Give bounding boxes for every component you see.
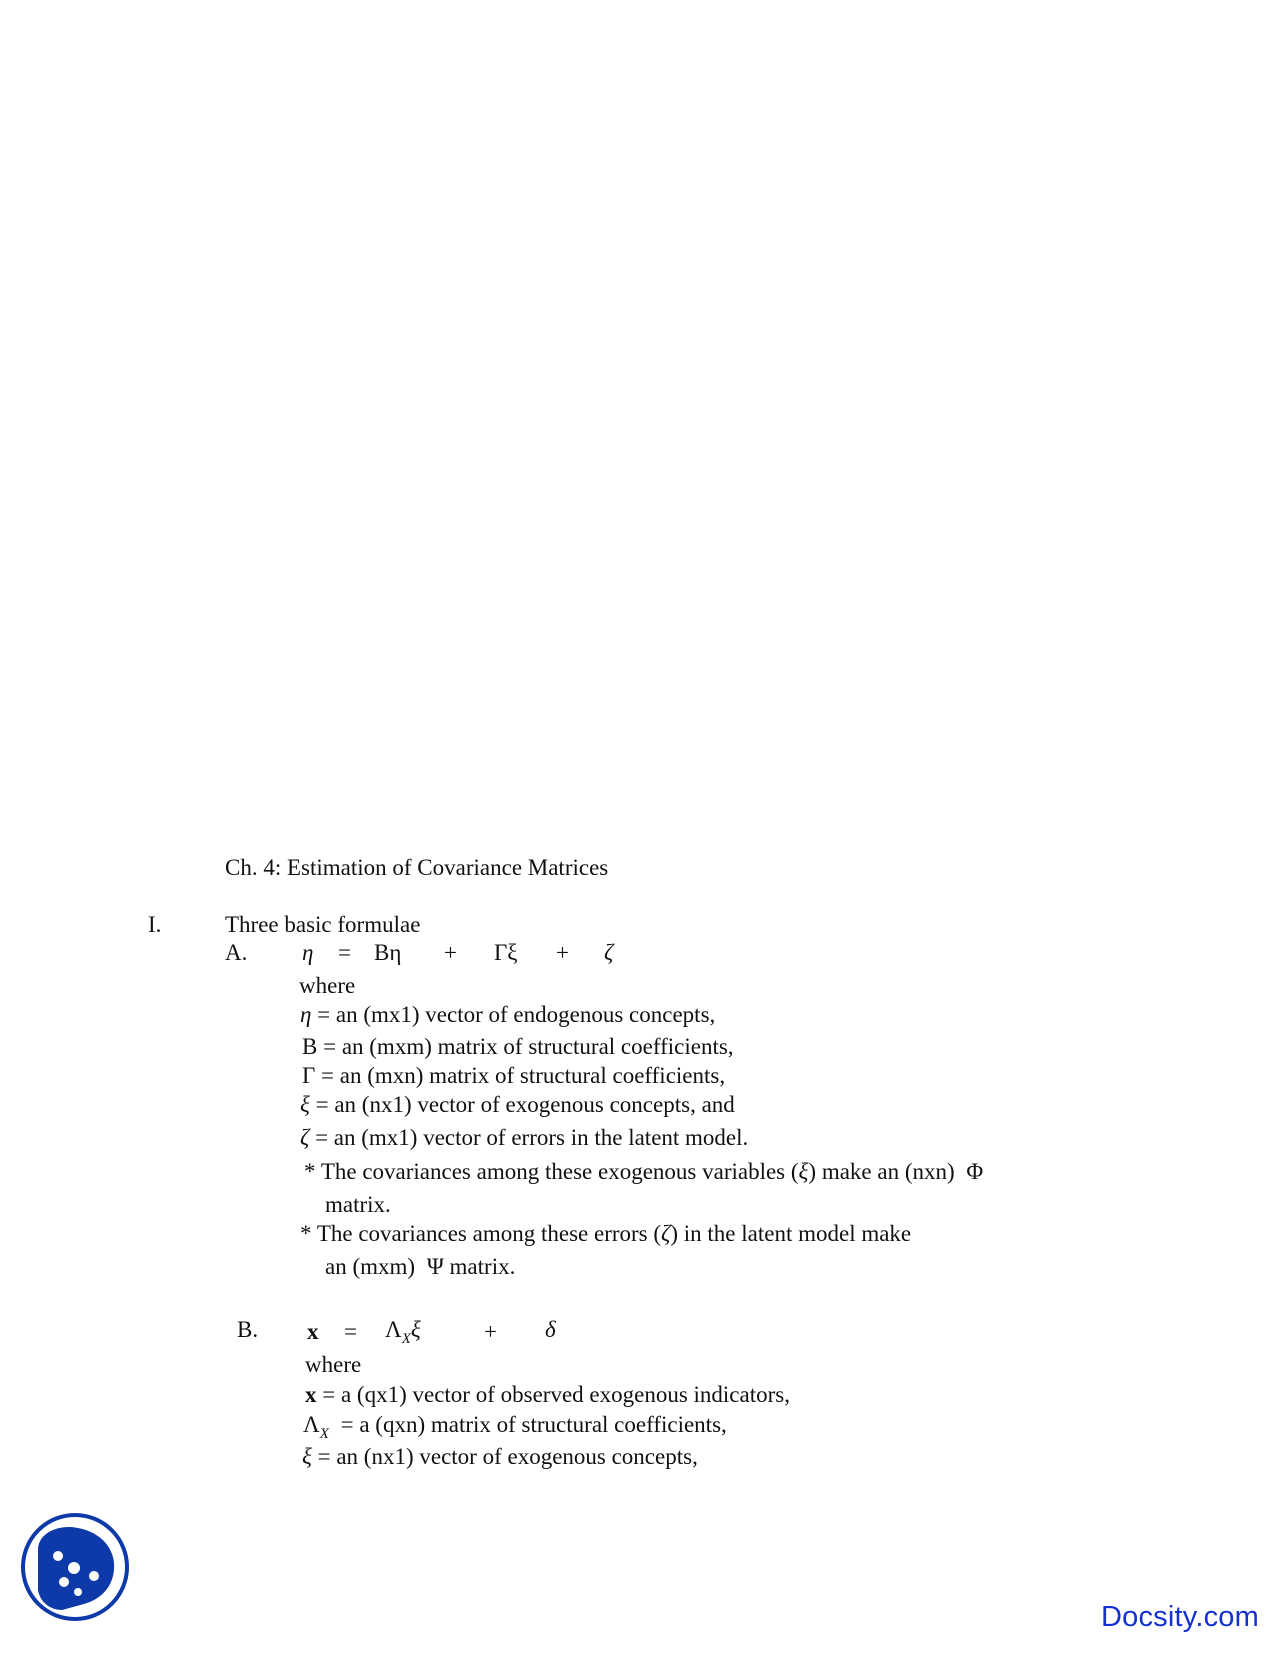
eq-a-lhs: η <box>302 940 314 965</box>
def-symbol: ζ <box>300 1125 310 1150</box>
def-x <box>305 1383 790 1406</box>
note-text: an (mxm) <box>325 1254 416 1279</box>
eq-a-equals: = <box>338 940 351 965</box>
eq-b-lambda <box>385 1317 421 1347</box>
section-numeral: I. <box>148 912 162 937</box>
part-b-where: where <box>305 1352 362 1377</box>
note-psi-continuation <box>325 1255 515 1278</box>
def-subscript: X <box>319 1426 329 1442</box>
def-text: = a (qxn) matrix of structural coefficients, <box>340 1412 727 1437</box>
note-text: matrix. <box>449 1254 516 1279</box>
eq-a-term-gamma-xi: Γξ <box>494 940 518 965</box>
def-text: = an (mxm) matrix of structural coefficients, <box>323 1034 734 1059</box>
part-a-where: where <box>299 973 356 998</box>
note-matrix-symbol: Φ <box>966 1159 984 1184</box>
def-text: = an (mxn) matrix of structural coefficients, <box>321 1063 726 1088</box>
docsity-brand-link[interactable]: Docsity.com <box>1101 1601 1259 1633</box>
def-eta <box>300 1003 715 1026</box>
eq-a-term-b-eta: Bη <box>374 940 402 965</box>
note-symbol: ξ <box>798 1159 809 1184</box>
def-xi-b <box>302 1445 698 1468</box>
def-xi <box>300 1093 735 1116</box>
lambda-subscript: X <box>401 1331 411 1347</box>
note-symbol: ζ <box>661 1221 671 1246</box>
eq-a-plus-2: + <box>556 940 569 965</box>
def-text: = an (mx1) vector of endogenous concepts, <box>317 1002 716 1027</box>
eq-a-plus-1: + <box>444 940 457 965</box>
def-b <box>302 1035 734 1058</box>
note-text: ) make an (nxn) <box>808 1159 955 1184</box>
section-heading: Three basic formulae <box>225 912 421 937</box>
eq-b-equals: = <box>344 1319 357 1344</box>
def-symbol: x <box>305 1382 317 1407</box>
def-zeta <box>300 1126 748 1149</box>
lambda-symbol: Λ <box>385 1317 402 1342</box>
def-symbol: ξ <box>302 1444 312 1469</box>
note-text: * The covariances among these exogenous variables ( <box>304 1159 799 1184</box>
def-text: = an (nx1) vector of exogenous concepts, <box>317 1444 698 1469</box>
note-text: ) in the latent model make <box>670 1221 912 1246</box>
eq-b-delta: δ <box>545 1317 556 1342</box>
page-title: Ch. 4: Estimation of Covariance Matrices <box>225 855 609 880</box>
part-b-label: B. <box>237 1317 259 1342</box>
eq-b-plus: + <box>484 1319 497 1344</box>
def-text: = an (mx1) vector of errors in the latent model. <box>315 1125 749 1150</box>
note-matrix-symbol: Ψ <box>426 1254 444 1279</box>
def-text: = an (nx1) vector of exogenous concepts, and <box>315 1092 735 1117</box>
part-a-label: A. <box>225 940 248 965</box>
def-symbol: Γ <box>302 1063 316 1088</box>
def-symbol: ξ <box>300 1092 310 1117</box>
def-lambda-x <box>303 1412 727 1442</box>
docsity-logo-icon[interactable] <box>20 1512 130 1622</box>
def-text: = a (qx1) vector of observed exogenous indicators, <box>322 1382 790 1407</box>
def-symbol: B <box>302 1034 318 1059</box>
note-phi <box>304 1160 983 1183</box>
eq-b-lhs: x <box>307 1319 319 1344</box>
note-text: * The covariances among these errors ( <box>300 1221 662 1246</box>
note-phi-continuation: matrix. <box>325 1192 391 1217</box>
def-gamma <box>302 1064 725 1087</box>
note-psi <box>300 1222 911 1245</box>
def-symbol: η <box>300 1002 312 1027</box>
def-symbol: Λ <box>303 1412 320 1437</box>
xi-symbol: ξ <box>410 1317 421 1342</box>
eq-a-term-zeta: ζ <box>604 940 614 965</box>
